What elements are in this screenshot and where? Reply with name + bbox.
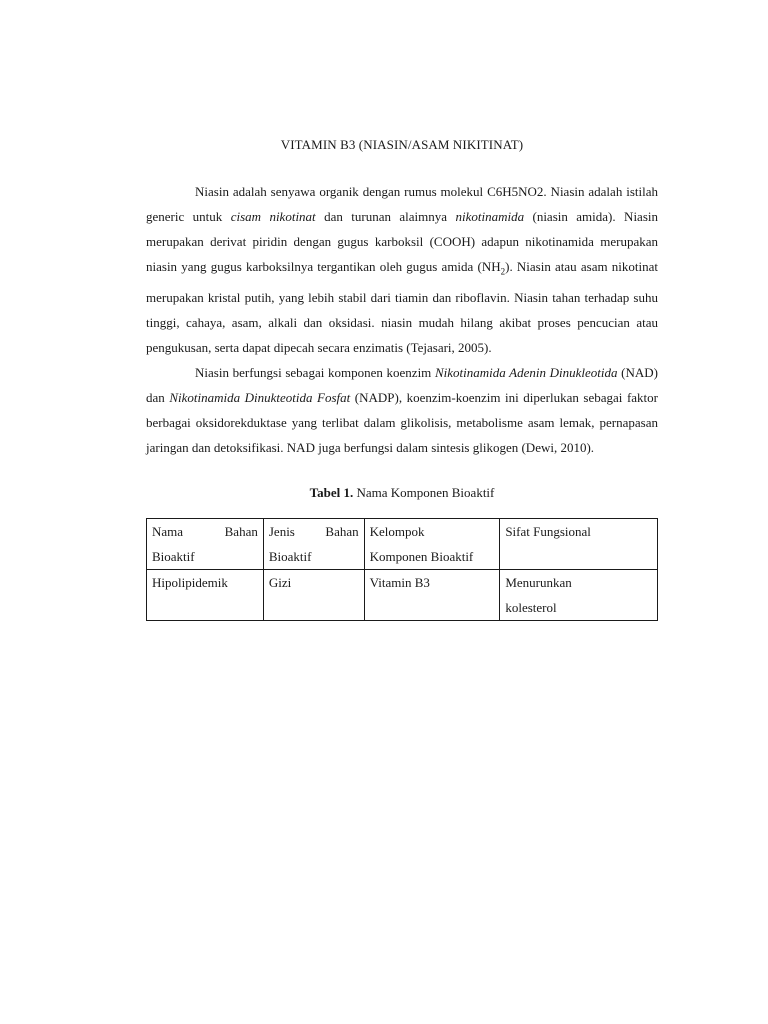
paragraph-text: (NADP), koenzim-koenzim ini diperlukan sebagai faktor berbagai oksidorekduktase yang terlibat dalam glikolisis, metabolisme asam lemak, pernapasan jaringan dan detoksifikasi. NAD juga berfungsi dalam sintesis glikogen (Dewi, 2010). (146, 389, 658, 455)
paragraph-text: (NAD) dan (146, 364, 658, 405)
table-cell (147, 569, 264, 620)
bioactive-table (146, 518, 658, 621)
paragraph-text: Niasin berfungsi sebagai komponen koenzim (195, 364, 435, 380)
subscript: 2 (500, 266, 506, 277)
header-line: Bioaktif (152, 548, 195, 564)
italic-term: Nikotinamida Adenin Dinukleotida (434, 364, 618, 380)
cell-line: Hipolipidemik (152, 574, 228, 590)
paragraph-text: ). Niasin atau asam nikotinat merupakan kristal putih, yang lebih stabil dari tiamin dan riboflavin. Niasin tahan terhadap suhu tinggi, cahaya, asam, alkali dan oksidasi. niasin mudah hilang akibat proses pencucian atau pengukusan, serta dapat dipecah secara enzimatis (Tejasari, 2005). (146, 259, 658, 355)
table-header-cell (147, 518, 264, 569)
table-header-cell (500, 518, 658, 569)
italic-term: cisam nikotinat (230, 209, 316, 224)
table-cell (364, 569, 500, 620)
page-title: VITAMIN B3 (NIASIN/ASAM NIKITINAT) (280, 137, 524, 152)
table-caption-label: Tabel 1. (309, 484, 354, 500)
cell-line: Vitamin B3 (369, 574, 430, 590)
cell-line: kolesterol (505, 599, 557, 615)
paragraph-text: dan turunan alaimnya (315, 209, 456, 224)
header-line: Sifat Fungsional (505, 523, 591, 539)
header-line: Jenis Bahan (268, 523, 359, 539)
paragraph-niasin-intro (146, 179, 658, 360)
italic-term: nikotinamida (455, 209, 525, 224)
table-header-cell (263, 518, 364, 569)
table-cell (500, 569, 658, 620)
table-caption (146, 482, 658, 504)
header-line: Nama Bahan (152, 523, 258, 539)
paragraph-niasin-function (146, 360, 658, 460)
table-cell (263, 569, 364, 620)
document-page (146, 134, 658, 621)
italic-term: Nikotinamida Dinukteotida Fosfat (169, 389, 351, 405)
table-caption-text: Nama Komponen Bioaktif (353, 484, 495, 500)
cell-line: Menurunkan (505, 574, 572, 590)
table-header-cell (364, 518, 500, 569)
header-line: Kelompok (369, 523, 425, 539)
paragraph-text: (niasin amida). Niasin merupakan derivat piridin dengan gugus karboksil (COOH) adapun nikotinamida merupakan niasin yang gugus karboksilnya tergantikan oleh gugus amida (NH (146, 209, 658, 274)
table-row (147, 569, 658, 620)
header-line: Bioaktif (268, 548, 312, 564)
header-line: Komponen Bioaktif (369, 548, 474, 564)
cell-line: Gizi (268, 574, 292, 590)
paragraph-text: Niasin adalah senyawa organik dengan rumus molekul C6H5NO2. Niasin adalah istilah generic untuk (146, 184, 658, 224)
table-header-row (147, 518, 658, 569)
